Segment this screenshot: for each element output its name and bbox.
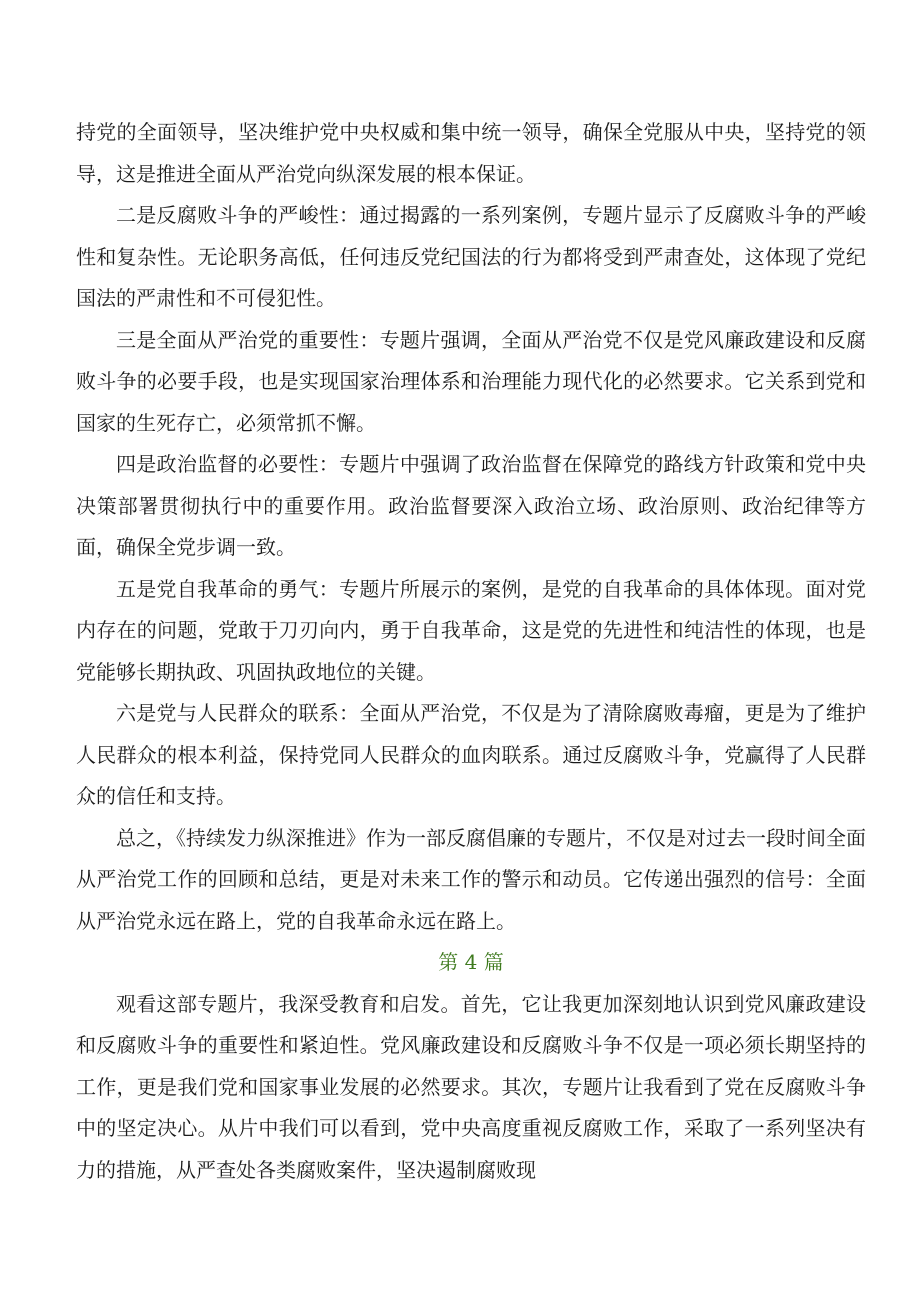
paragraph-point-4: 四是政治监督的必要性：专题片中强调了政治监督在保障党的路线方针政策和党中央决策部署贯彻执行中的重要作用。政治监督要深入政治立场、政治原则、政治纪律等方面，确保全党步调一致。: [76, 452, 866, 559]
paragraph-continuation: 持党的全面领导，坚决维护党中央权威和集中统一领导，确保全党服从中央，坚持党的领导，这是推进全面从严治党向纵深发展的根本保证。: [76, 120, 866, 186]
paragraph-conclusion: 总之，《持续发力纵深推进》作为一部反腐倡廉的专题片，不仅是对过去一段时间全面从严治党工作的回顾和总结，更是对未来工作的警示和动员。它传递出强烈的信号：全面从严治党永远在路上，党的自我革命永远在路上。: [76, 825, 866, 933]
paragraph-point-3: 三是全面从严治党的重要性：专题片强调，全面从严治党不仅是党风廉政建设和反腐败斗争的必要手段，也是实现国家治理体系和治理能力现代化的必然要求。它关系到党和国家的生死存亡，必须常抓不懈。: [76, 327, 866, 435]
section-paragraph: 观看这部专题片，我深受教育和启发。首先，它让我更加深刻地认识到党风廉政建设和反腐败斗争的重要性和紧迫性。党风廉政建设和反腐败斗争不仅是一项必须长期坚持的工作，更是我们党和国家事业发展的必然要求。其次，专题片让我看到了党在反腐败斗争中的坚定决心。从片中我们可以看到，党中央高度重视反腐败工作，采取了一系列坚决有力的措施，从严查处各类腐败案件，坚决遏制腐败现: [76, 991, 866, 1182]
paragraph-point-5: 五是党自我革命的勇气：专题片所展示的案例，是党的自我革命的具体体现。面对党内存在的问题，党敢于刀刃向内，勇于自我革命，这是党的先进性和纯洁性的体现，也是党能够长期执政、巩固执政地位的关键。: [76, 576, 866, 684]
paragraph-point-2: 二是反腐败斗争的严峻性：通过揭露的一系列案例，专题片显示了反腐败斗争的严峻性和复杂性。无论职务高低，任何违反党纪国法的行为都将受到严肃查处，这体现了党纪国法的严肃性和不可侵犯性。: [76, 203, 866, 310]
paragraph-point-6: 六是党与人民群众的联系：全面从严治党，不仅是为了清除腐败毒瘤，更是为了维护人民群众的根本利益，保持党同人民群众的血肉联系。通过反腐败斗争，党赢得了人民群众的信任和支持。: [76, 701, 866, 808]
document-page: [76, 112, 866, 1191]
section-title: 第 4 篇: [438, 950, 504, 974]
